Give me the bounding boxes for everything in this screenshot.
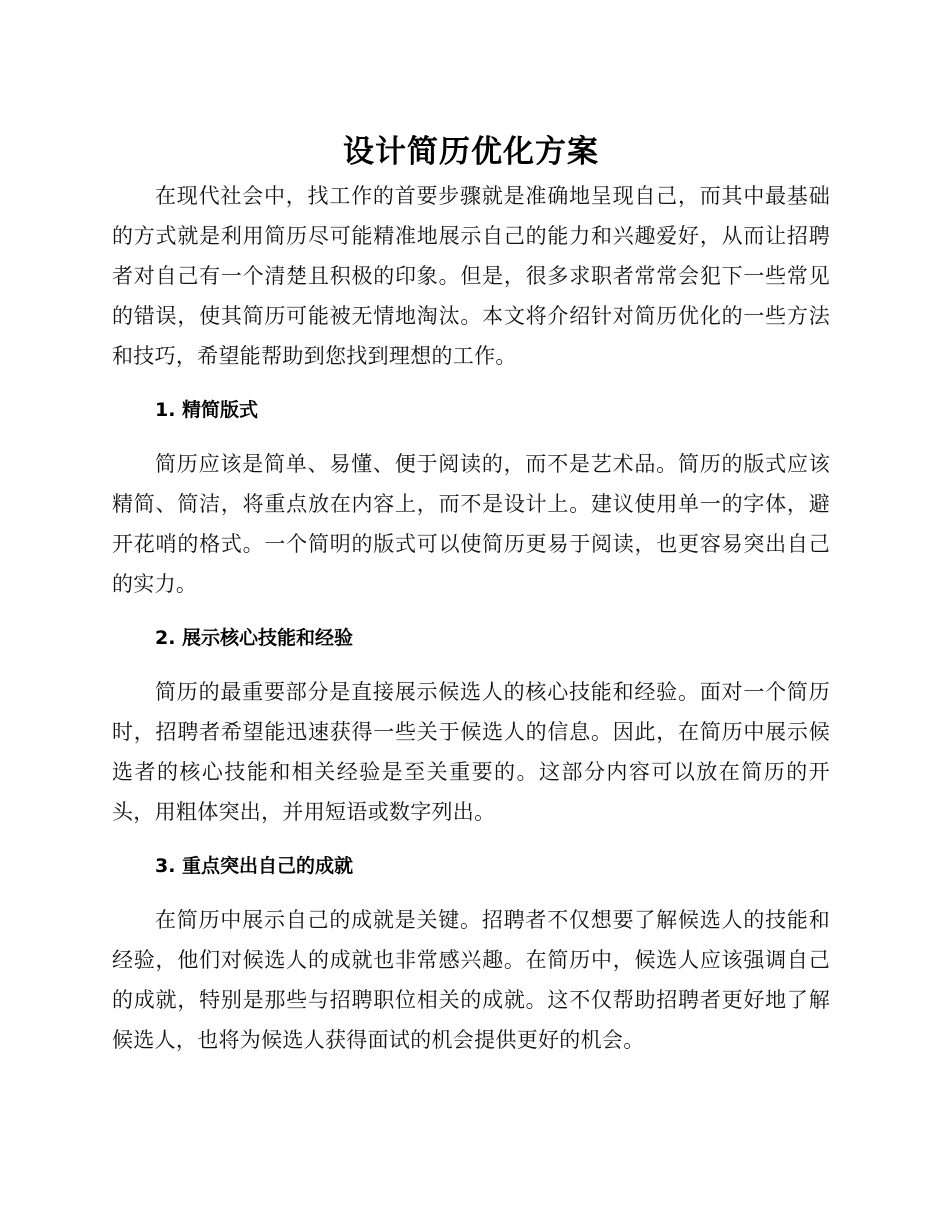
section-heading-1: 1. 精简版式 bbox=[155, 399, 259, 421]
section-body-3: 在简历中展示自己的成就是关键。招聘者不仅想要了解候选人的技能和经验，他们对候选人的成就也非常感兴趣。在简历中，候选人应该强调自己的成就，特别是那些与招聘职位相关的成就。这不仅帮助招聘者更好地了解候选人，也将为候选人获得面试的机会提供更好的机会。 bbox=[112, 908, 830, 1052]
section-body-1: 简历应该是简单、易懂、便于阅读的，而不是艺术品。简历的版式应该精简、简洁，将重点放在内容上，而不是设计上。建议使用单一的字体，避开花哨的格式。一个简明的版式可以使简历更易于阅读，也更容易突出自己的实力。 bbox=[112, 452, 830, 596]
section-heading-2: 2. 展示核心技能和经验 bbox=[155, 627, 354, 649]
intro-paragraph: 在现代社会中，找工作的首要步骤就是准确地呈现自己，而其中最基础的方式就是利用简历尽可能精准地展示自己的能力和兴趣爱好，从而让招聘者对自己有一个清楚且积极的印象。但是，很多求职者常常会犯下一些常见的错误，使其简历可能被无情地淘汰。本文将介绍针对简历优化的一些方法和技巧，希望能帮助到您找到理想的工作。 bbox=[112, 184, 830, 368]
document-title: 设计简历优化方案 bbox=[343, 134, 599, 170]
section-heading-3: 3. 重点突出自己的成就 bbox=[155, 855, 354, 877]
document-page bbox=[112, 128, 830, 1060]
section-body-2: 简历的最重要部分是直接展示候选人的核心技能和经验。面对一个简历时，招聘者希望能迅速获得一些关于候选人的信息。因此，在简历中展示候选者的核心技能和相关经验是至关重要的。这部分内容可以放在简历的开头，用粗体突出，并用短语或数字列出。 bbox=[112, 680, 830, 824]
